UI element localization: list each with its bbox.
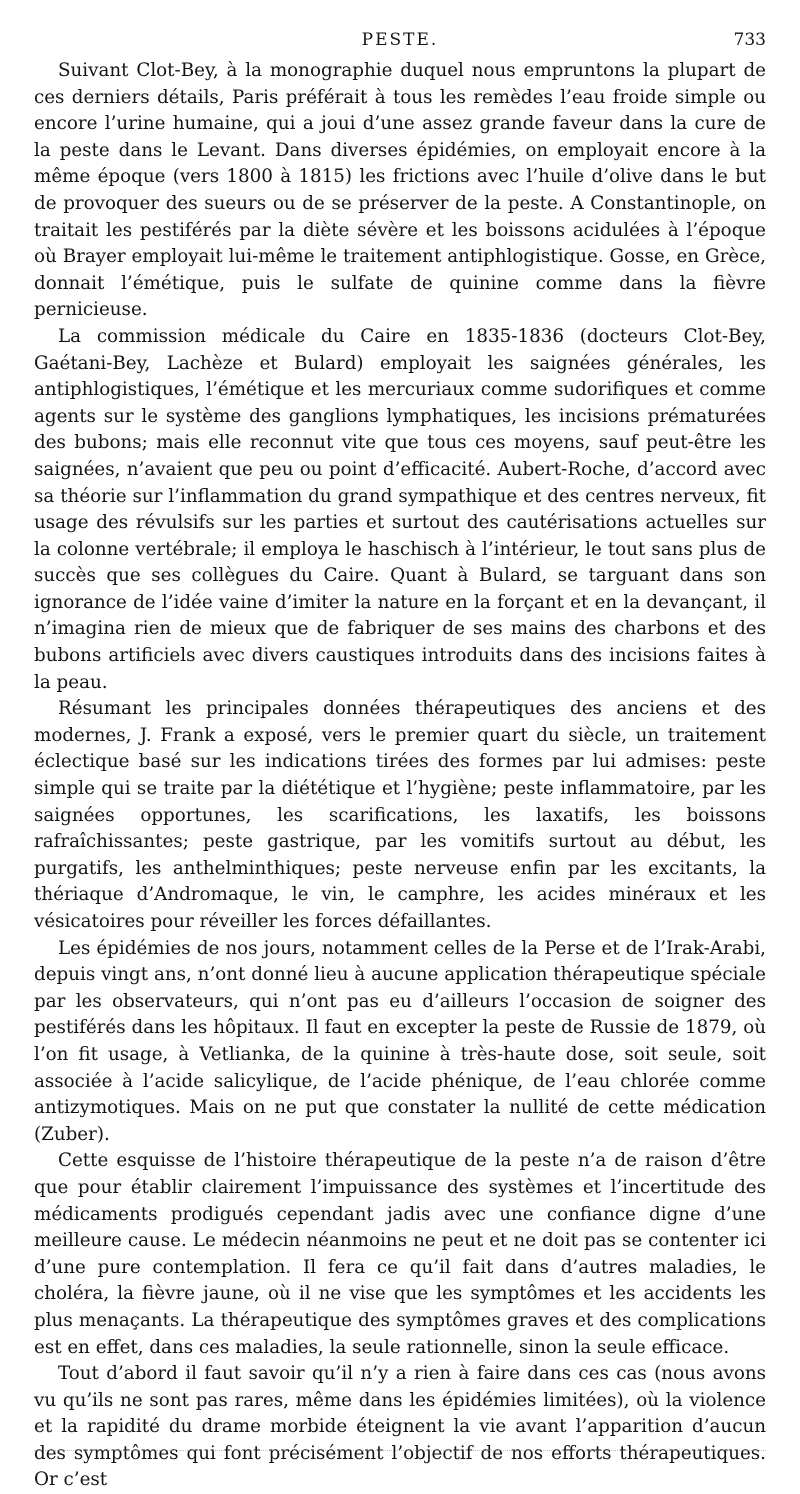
running-head — [34, 0, 766, 50]
page-number: 733 — [733, 30, 766, 50]
paragraph-1: Suivant Clot-Bey, à la monographie duquel nous empruntons la plupart de ces derniers détails, Paris préférait à tous les remèdes l’eau froide simple ou encore l’urine humaine, qui a joui d’une assez grande faveur dans la cure de la peste dans le Levant. Dans diverses épidémies, on employait encore à la même époque (vers 1800 à 1815) les frictions avec l’huile d’olive dans le but de provoquer des sueurs ou de se préserver de la peste. A Constantinople, on traitait les pestiférés par la diète sévère et les boissons acidulées à l’époque où Brayer employait lui-même le traitement antiphlogistique. Gosse, en Grèce, donnait l’émétique, puis le sulfate de quinine comme dans la fièvre pernicieuse. — [34, 60, 766, 321]
running-title: PESTE. — [361, 30, 439, 50]
paragraph-3: Résumant les principales données thérapeutiques des anciens et des modernes, J. Frank a exposé, vers le premier quart du siècle, un traitement éclectique basé sur les indications tirées des formes par lui admises: peste simple qui se traite par la diététique et l’hygiène; peste inflammatoire, par les saignées opportunes, les scarifications, les laxatifs, les boissons rafraîchissantes; peste gastrique, par les vomitifs surtout au début, les purgatifs, les anthelminthiques; peste nerveuse enfin par les excitants, la thériaque d’Andromaque, le vin, le camphre, les acides minéraux et les vésicatoires pour réveiller les forces défaillantes. — [34, 698, 766, 932]
bottom-rule — [34, 1450, 766, 1451]
paragraph-6: Tout d’abord il faut savoir qu’il n’y a rien à faire dans ces cas (nous avons vu qu’ils ne sont pas rares, même dans les épidémies limitées), où la violence et la rapidité du drame morbide éteignent la vie avant l’apparition d’aucun des symptômes qui font précisément l’objectif de nos efforts thérapeutiques. Or c’est — [34, 1363, 766, 1491]
paragraph-5: Cette esquisse de l’histoire thérapeutique de la peste n’a de raison d’être que pour établir clairement l’impuissance des systèmes et l’incertitude des médicaments prodigués cependant jadis avec une confiance digne d’une meilleure cause. Le médecin néanmoins ne peut et ne doit pas se contenter ici d’une pure contemplation. Il fera ce qu’il fait dans d’autres maladies, le choléra, la fièvre jaune, où il ne vise que les symptômes et les accidents les plus menaçants. La thérapeutique des symptômes graves et des complications est en effet, dans ces maladies, la seule rationnelle, sinon la seule efficace. — [34, 1150, 766, 1358]
body-text — [34, 58, 766, 1494]
paragraph-2: La commission médicale du Caire en 1835-1836 (docteurs Clot-Bey, Gaétani-Bey, Lachèze et Bulard) employait les saignées générales, les antiphlogistiques, l’émétique et les mercuriaux comme sudorifiques et comme agents sur le système des ganglions lymphatiques, les incisions prématurées des bubons; mais elle reconnut vite que tous ces moyens, sauf peut-être les saignées, n’avaient que peu ou point d’efficacité. Aubert-Roche, d’accord avec sa théorie sur l’inflammation du grand sympathique et des centres nerveux, fit usage des révulsifs sur les parties et surtout des cautérisations actuelles sur la colonne vertébrale; il employa le haschisch à l’intérieur, le tout sans plus de succès que ses collègues du Caire. Quant à Bulard, se targuant dans son ignorance de l’idée vaine d’imiter la nature en la forçant et en la devançant, il n’imagina rien de mieux que de fabriquer de ses mains des charbons et des bubons artificiels avec divers caustiques introduits dans des incisions faites à la peau. — [34, 325, 766, 693]
book-page — [34, 0, 766, 1493]
paragraph-4: Les épidémies de nos jours, notamment celles de la Perse et de l’Irak-Arabi, depuis vingt ans, n’ont donné lieu à aucune application thérapeutique spéciale par les observateurs, qui n’ont pas eu d’ailleurs l’occasion de soigner des pestiférés dans les hôpitaux. Il faut en excepter la peste de Russie de 1879, où l’on fit usage, à Vetlianka, de la quinine à très-haute dose, soit seule, soit associée à l’acide salicylique, de l’acide phénique, de l’eau chlorée comme antizymotiques. Mais on ne put que constater la nullité de cette médication (Zuber). — [34, 937, 766, 1145]
